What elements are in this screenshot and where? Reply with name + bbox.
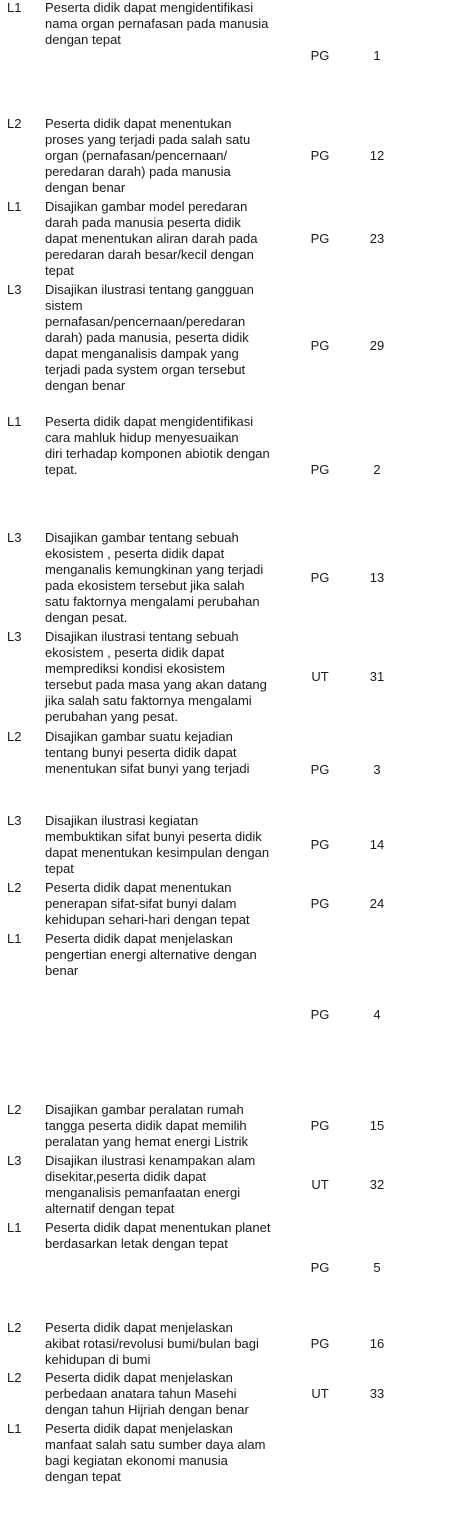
description-line: pernafasan/pencernaan/peredaran bbox=[45, 314, 246, 329]
question-type: PG bbox=[310, 570, 330, 585]
cognitive-level: L2 bbox=[7, 1320, 22, 1335]
question-number: 5 bbox=[373, 1260, 381, 1275]
question-type: PG bbox=[310, 231, 330, 246]
description-line: Disajikan gambar model peredaran bbox=[45, 199, 248, 214]
question-number: 24 bbox=[369, 896, 385, 911]
cognitive-level: L3 bbox=[7, 530, 22, 545]
description-line: dengan tepat bbox=[45, 1469, 121, 1484]
description-line: membuktikan sifat bunyi peserta didik bbox=[45, 829, 262, 844]
description-line: ekosistem , peserta didik dapat bbox=[45, 546, 225, 561]
cognitive-level: L3 bbox=[7, 629, 22, 644]
description-line: tersebut pada masa yang akan datang bbox=[45, 677, 267, 692]
question-number: 33 bbox=[369, 1386, 385, 1401]
description-line: organ (pernafasan/pencernaan/ bbox=[45, 148, 228, 163]
description-line: cara mahluk hidup menyesuaikan bbox=[45, 430, 239, 445]
description-line: Peserta didik dapat mengidentifikasi bbox=[45, 414, 254, 429]
indicator-description bbox=[45, 0, 295, 48]
description-line: perbedaan anatara tahun Masehi bbox=[45, 1386, 237, 1401]
description-line: Disajikan ilustrasi tentang gangguan bbox=[45, 282, 254, 297]
description-line: Disajikan gambar tentang sebuah bbox=[45, 530, 239, 545]
question-type: PG bbox=[310, 48, 330, 63]
description-line: Peserta didik dapat menentukan planet bbox=[45, 1220, 271, 1235]
description-line: menentukan sifat bunyi yang terjadi bbox=[45, 761, 250, 776]
description-line: bagi kegiatan ekonomi manusia bbox=[45, 1453, 228, 1468]
description-line: disekitar,peserta didik dapat bbox=[45, 1169, 207, 1184]
description-line: manfaat salah satu sumber daya alam bbox=[45, 1437, 266, 1452]
description-line: perubahan yang pesat. bbox=[45, 709, 178, 724]
question-type: PG bbox=[310, 338, 330, 353]
description-line: pengertian energi alternative dengan bbox=[45, 947, 257, 962]
description-line: dengan tepat bbox=[45, 32, 121, 47]
question-type: UT bbox=[311, 1177, 329, 1192]
question-type: UT bbox=[311, 1386, 329, 1401]
description-line: Peserta didik dapat menentukan bbox=[45, 880, 232, 895]
cognitive-level: L3 bbox=[7, 813, 22, 828]
cognitive-level: L1 bbox=[7, 414, 22, 429]
description-line: dapat menganalisis dampak yang bbox=[45, 346, 239, 361]
indicator-description bbox=[45, 1220, 295, 1252]
description-line: dapat menentukan aliran darah pada bbox=[45, 231, 258, 246]
description-line: peredaran darah besar/kecil dengan bbox=[45, 247, 254, 262]
question-number: 2 bbox=[373, 462, 381, 477]
question-type: PG bbox=[310, 762, 330, 777]
cognitive-level: L1 bbox=[7, 1220, 22, 1235]
indicator-description bbox=[45, 1421, 295, 1485]
indicator-description bbox=[45, 813, 295, 877]
indicator-description bbox=[45, 1370, 295, 1418]
question-number: 16 bbox=[369, 1336, 385, 1351]
description-line: dengan benar bbox=[45, 180, 126, 195]
question-type: PG bbox=[310, 1260, 330, 1275]
description-line: satu faktornya mengalami perubahan bbox=[45, 594, 260, 609]
question-number: 32 bbox=[369, 1177, 385, 1192]
description-line: Disajikan ilustrasi tentang sebuah bbox=[45, 629, 239, 644]
indicator-description bbox=[45, 729, 295, 777]
indicator-description bbox=[45, 116, 295, 196]
description-line: diri terhadap komponen abiotik dengan bbox=[45, 446, 270, 461]
description-line: peredaran darah) pada manusia bbox=[45, 164, 231, 179]
cognitive-level: L1 bbox=[7, 931, 22, 946]
indicator-description bbox=[45, 199, 295, 279]
description-line: dapat menentukan kesimpulan dengan bbox=[45, 845, 270, 860]
question-type: PG bbox=[310, 1118, 330, 1133]
question-number: 29 bbox=[369, 338, 385, 353]
indicator-description bbox=[45, 931, 295, 979]
description-line: penerapan sifat-sifat bunyi dalam bbox=[45, 896, 237, 911]
description-line: peralatan yang hemat energi Listrik bbox=[45, 1134, 249, 1149]
indicator-description bbox=[45, 629, 295, 725]
description-line: tepat. bbox=[45, 462, 78, 477]
question-number: 15 bbox=[369, 1118, 385, 1133]
question-number: 14 bbox=[369, 837, 385, 852]
description-line: tepat bbox=[45, 263, 74, 278]
question-number: 31 bbox=[369, 669, 385, 684]
description-line: benar bbox=[45, 963, 79, 978]
description-line: alternatif dengan tepat bbox=[45, 1201, 175, 1216]
description-line: sistem bbox=[45, 298, 83, 313]
cognitive-level: L2 bbox=[7, 1370, 22, 1385]
indicator-description bbox=[45, 1102, 295, 1150]
description-line: kehidupan di bumi bbox=[45, 1352, 151, 1367]
description-line: darah) pada manusia, peserta didik bbox=[45, 330, 249, 345]
indicator-description bbox=[45, 1153, 295, 1217]
question-type: PG bbox=[310, 837, 330, 852]
question-type: PG bbox=[310, 1336, 330, 1351]
question-type: PG bbox=[310, 148, 330, 163]
question-number: 23 bbox=[369, 231, 385, 246]
question-type: PG bbox=[310, 896, 330, 911]
description-line: Peserta didik dapat menjelaskan bbox=[45, 1370, 233, 1385]
description-line: tepat bbox=[45, 861, 74, 876]
description-line: dengan benar bbox=[45, 378, 126, 393]
description-line: Disajikan ilustrasi kegiatan bbox=[45, 813, 199, 828]
cognitive-level: L3 bbox=[7, 1153, 22, 1168]
question-number: 13 bbox=[369, 570, 385, 585]
cognitive-level: L1 bbox=[7, 0, 22, 15]
description-line: Peserta didik dapat mengidentifikasi bbox=[45, 0, 254, 15]
description-line: Disajikan gambar suatu kejadian bbox=[45, 729, 233, 744]
question-number: 3 bbox=[373, 762, 381, 777]
indicator-description bbox=[45, 1320, 295, 1368]
description-line: jika salah satu faktornya mengalami bbox=[45, 693, 252, 708]
question-type: UT bbox=[311, 669, 329, 684]
description-line: tentang bunyi peserta didik dapat bbox=[45, 745, 237, 760]
description-line: kehidupan sehari-hari dengan tepat bbox=[45, 912, 250, 927]
cognitive-level: L2 bbox=[7, 880, 22, 895]
description-line: tangga peserta didik dapat memilih bbox=[45, 1118, 247, 1133]
cognitive-level: L2 bbox=[7, 1102, 22, 1117]
cognitive-level: L1 bbox=[7, 1421, 22, 1436]
indicator-description bbox=[45, 880, 295, 928]
cognitive-level: L2 bbox=[7, 729, 22, 744]
description-line: Peserta didik dapat menentukan bbox=[45, 116, 232, 131]
description-line: Peserta didik dapat menjelaskan bbox=[45, 1320, 233, 1335]
description-line: Disajikan gambar peralatan rumah bbox=[45, 1102, 244, 1117]
description-line: ekosistem , peserta didik dapat bbox=[45, 645, 225, 660]
description-line: Disajikan ilustrasi kenampakan alam bbox=[45, 1153, 256, 1168]
description-line: terjadi pada system organ tersebut bbox=[45, 362, 246, 377]
question-type: PG bbox=[310, 462, 330, 477]
description-line: proses yang terjadi pada salah satu bbox=[45, 132, 251, 147]
question-number: 4 bbox=[373, 1007, 381, 1022]
description-line: berdasarkan letak dengan tepat bbox=[45, 1236, 228, 1251]
description-line: menganalisis pemanfaatan energi bbox=[45, 1185, 241, 1200]
indicator-description bbox=[45, 414, 295, 478]
question-number: 1 bbox=[373, 48, 381, 63]
question-number: 12 bbox=[369, 148, 385, 163]
description-line: akibat rotasi/revolusi bumi/bulan bagi bbox=[45, 1336, 259, 1351]
indicator-description bbox=[45, 530, 295, 626]
indicator-description bbox=[45, 282, 295, 394]
cognitive-level: L2 bbox=[7, 116, 22, 131]
description-line: dengan pesat. bbox=[45, 610, 128, 625]
description-line: Peserta didik dapat menjelaskan bbox=[45, 1421, 233, 1436]
description-line: dengan tahun Hijriah dengan benar bbox=[45, 1402, 249, 1417]
description-line: menganalis kemungkinan yang terjadi bbox=[45, 562, 264, 577]
cognitive-level: L1 bbox=[7, 199, 22, 214]
description-line: Peserta didik dapat menjelaskan bbox=[45, 931, 233, 946]
question-type: PG bbox=[310, 1007, 330, 1022]
description-line: pada ekosistem tersebut jika salah bbox=[45, 578, 245, 593]
cognitive-level: L3 bbox=[7, 282, 22, 297]
description-line: nama organ pernafasan pada manusia bbox=[45, 16, 269, 31]
description-line: darah pada manusia peserta didik bbox=[45, 215, 241, 230]
description-line: memprediksi kondisi ekosistem bbox=[45, 661, 225, 676]
